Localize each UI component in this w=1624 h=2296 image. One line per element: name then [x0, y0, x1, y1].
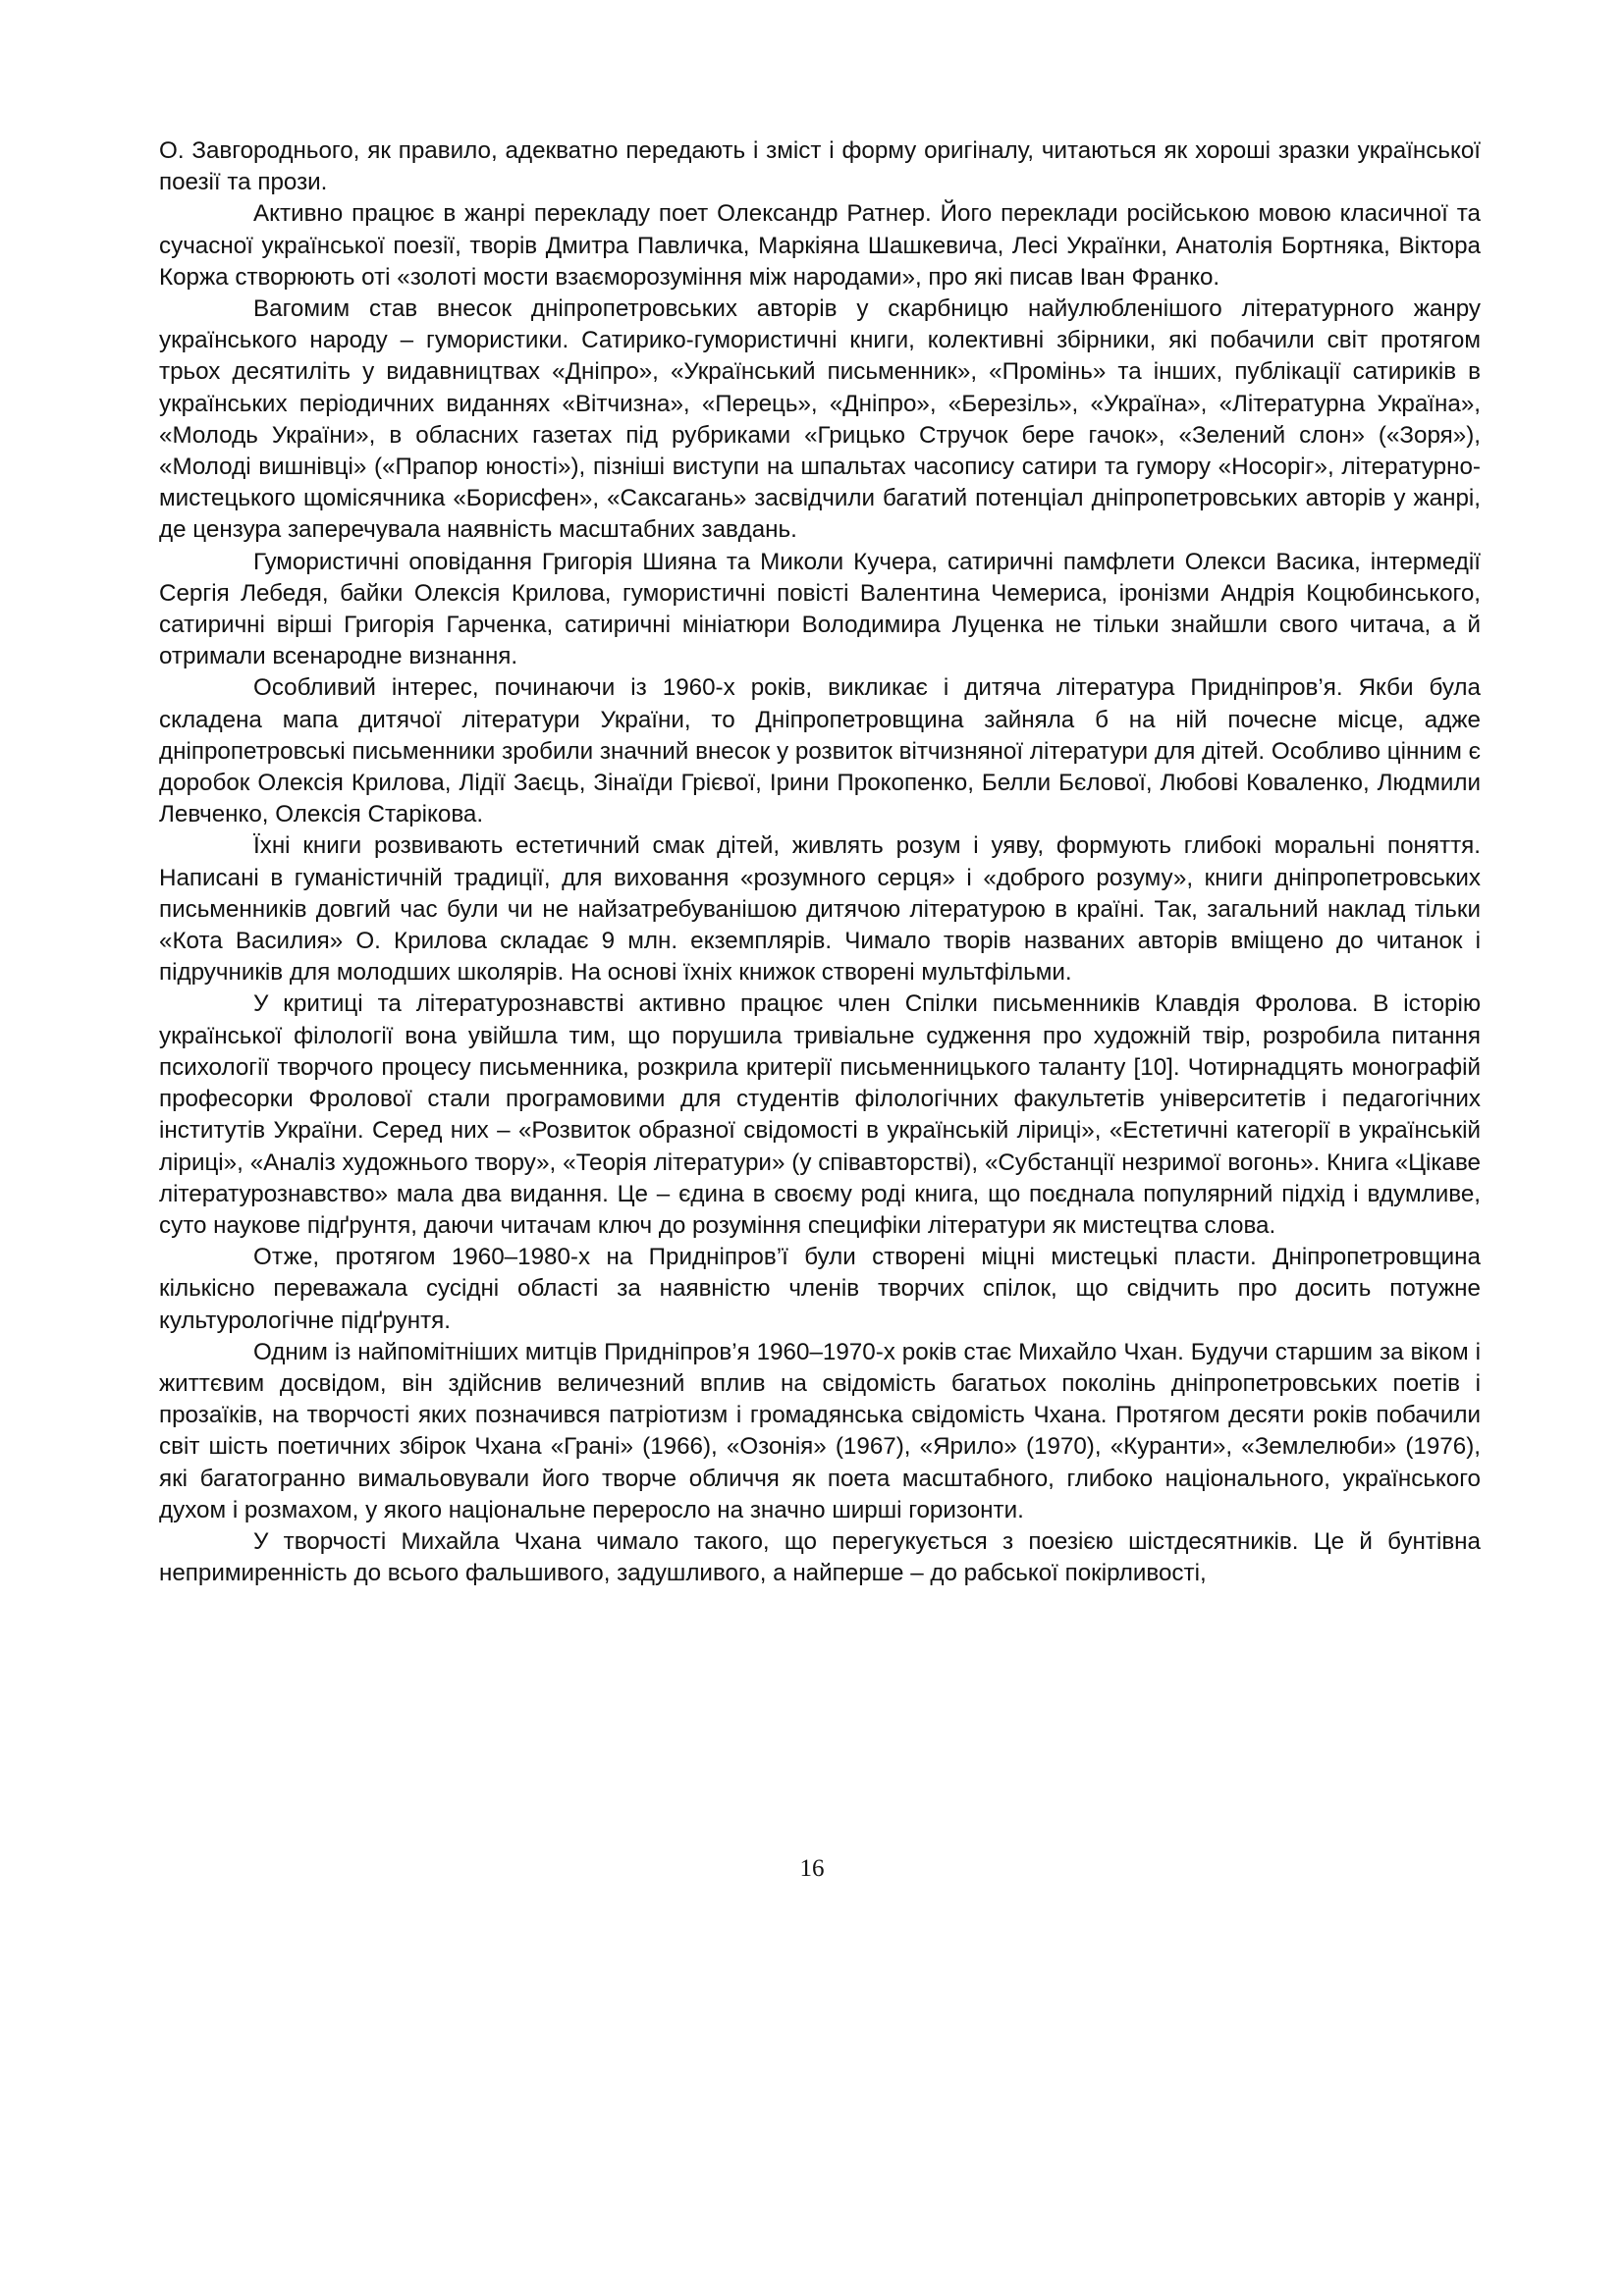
paragraph: Особливий інтерес, починаючи із 1960-х років, викликає і дитяча література Придніпров’я. Якби була складена мапа дитячої літератури України, то Дніпропетровщина зайняла б на ній почесне місце, адже дніпропетровські письменники зробили значний внесок у розвиток вітчизняної літератури для дітей. Особливо цінним є доробок Олексія Крилова, Лідії Заєць, Зінаїди Грієвої, Ірини Прокопенко, Белли Бєлової, Любові Коваленко, Людмили Левченко, Олексія Старікова.: [159, 674, 1481, 828]
paragraph: У критиці та літературознавстві активно працює член Спілки письменників Клавдія Фролова. В історію української філології вона увійшла тим, що порушила тривіальне судження про художній твір, розробила питання психології творчого процесу письменника, розкрила критерії письменницького таланту [10]. Чотирнадцять монографій професорки Фролової стали програмовими для студентів філологічних факультетів університетів і педагогічних інститутів України. Серед них – «Розвиток образної свідомості в українській ліриці», «Естетичні категорії в українській ліриці», «Аналіз художнього твору», «Теорія літератури» (у співавторстві), «Субстанції незримої вогонь». Книга «Цікаве літературознавство» мала два видання. Це – єдина в своєму роді книга, що поєднала популярний підхід і вдумливе, суто наукове підґрунтя, даючи читачам ключ до розуміння специфіки літератури як мистецтва слова.: [159, 990, 1481, 1239]
body-text: [159, 135, 1481, 1589]
paragraph: У творчості Михайла Чхана чимало такого, що перегукується з поезією шістдесятників. Це й бунтівна непримиренність до всього фальшивого, задушливого, а найперше – до рабської покірливості,: [159, 1527, 1481, 1587]
paragraph: Їхні книги розвивають естетичний смак дітей, живлять розум і уяву, формують глибокі моральні поняття. Написані в гуманістичній традиції, для виховання «розумного серця» і «доброго розуму», книги дніпропетровських письменників довгий час були чи не найзатребуванішою дитячою літературою в країні. Так, загальний наклад тільки «Кота Василия» О. Крилова складає 9 млн. екземплярів. Чимало творів названих авторів вміщено до читанок і підручників для молодших школярів. На основі їхніх книжок створені мультфільми.: [159, 832, 1481, 987]
paragraph: Вагомим став внесок дніпропетровських авторів у скарбницю найулюбленішого літературного жанру українського народу – гумористики. Сатирико-гумористичні книги, колективні збірники, які побачили світ протягом трьох десятиліть у видавництвах «Дніпро», «Український письменник», «Промінь» та інших, публікації сатириків в українських періодичних виданнях «Вітчизна», «Перець», «Дніпро», «Березіль», «Україна», «Літературна Україна», «Молодь України», в обласних газетах під рубриками «Грицько Стручок бере гачок», «Зелений слон» («Зоря»), «Молоді вишнівці» («Прапор юності»), пізніші виступи на шпальтах часопису сатири та гумору «Носоріг», літературно-мистецького щомісячника «Борисфен», «Саксагань» засвідчили багатий потенціал дніпропетровських авторів у жанрі, де цензура заперечувала наявність масштабних завдань.: [159, 295, 1481, 544]
page-number: 16: [799, 1855, 825, 1882]
paragraph: Гумористичні оповідання Григорія Шияна та Миколи Кучера, сатиричні памфлети Олекси Васика, інтермедії Сергія Лебедя, байки Олексія Крилова, гумористичні повісті Валентина Чемериса, іронізми Андрія Коцюбинського, сатиричні вірші Григорія Гарченка, сатиричні мініатюри Володимира Луценка не тільки знайшли свого читача, а й отримали всенародне визнання.: [159, 548, 1481, 670]
paragraph: Активно працює в жанрі перекладу поет Олександр Ратнер. Його переклади російською мовою класичної та сучасної української поезії, творів Дмитра Павличка, Маркіяна Шашкевича, Лесі Українки, Анатолія Бортняка, Віктора Коржа створюють оті «золоті мости взаєморозуміння між народами», про які писав Іван Франко.: [159, 200, 1481, 291]
paragraph: О. Завгороднього, як правило, адекватно передають і зміст і форму оригіналу, читаються як хороші зразки української поезії та прози.: [159, 137, 1481, 196]
paragraph: Одним із найпомітніших митців Придніпров’я 1960–1970-х років стає Михайло Чхан. Будучи старшим за віком і життєвим досвідом, він здійснив величезний вплив на свідомість багатьох поколінь дніпропетровських поетів і прозаїків, на творчості яких позначився патріотизм і громадянська свідомість Чхана. Протягом десяти років побачили світ шість поетичних збірок Чхана «Грані» (1966), «Озонія» (1967), «Ярило» (1970), «Куранти», «Землелюби» (1976), які багатогранно вимальовували його творче обличчя як поета масштабного, глибоко національного, українського духом і розмахом, у якого національне переросло на значно ширші горизонти.: [159, 1338, 1481, 1523]
paragraph: Отже, протягом 1960–1980-х на Придніпров’ї були створені міцні мистецькі пласти. Дніпропетровщина кількісно переважала сусідні області за наявністю членів творчих спілок, що свідчить про досить потужне культурологічне підґрунтя.: [159, 1244, 1481, 1334]
